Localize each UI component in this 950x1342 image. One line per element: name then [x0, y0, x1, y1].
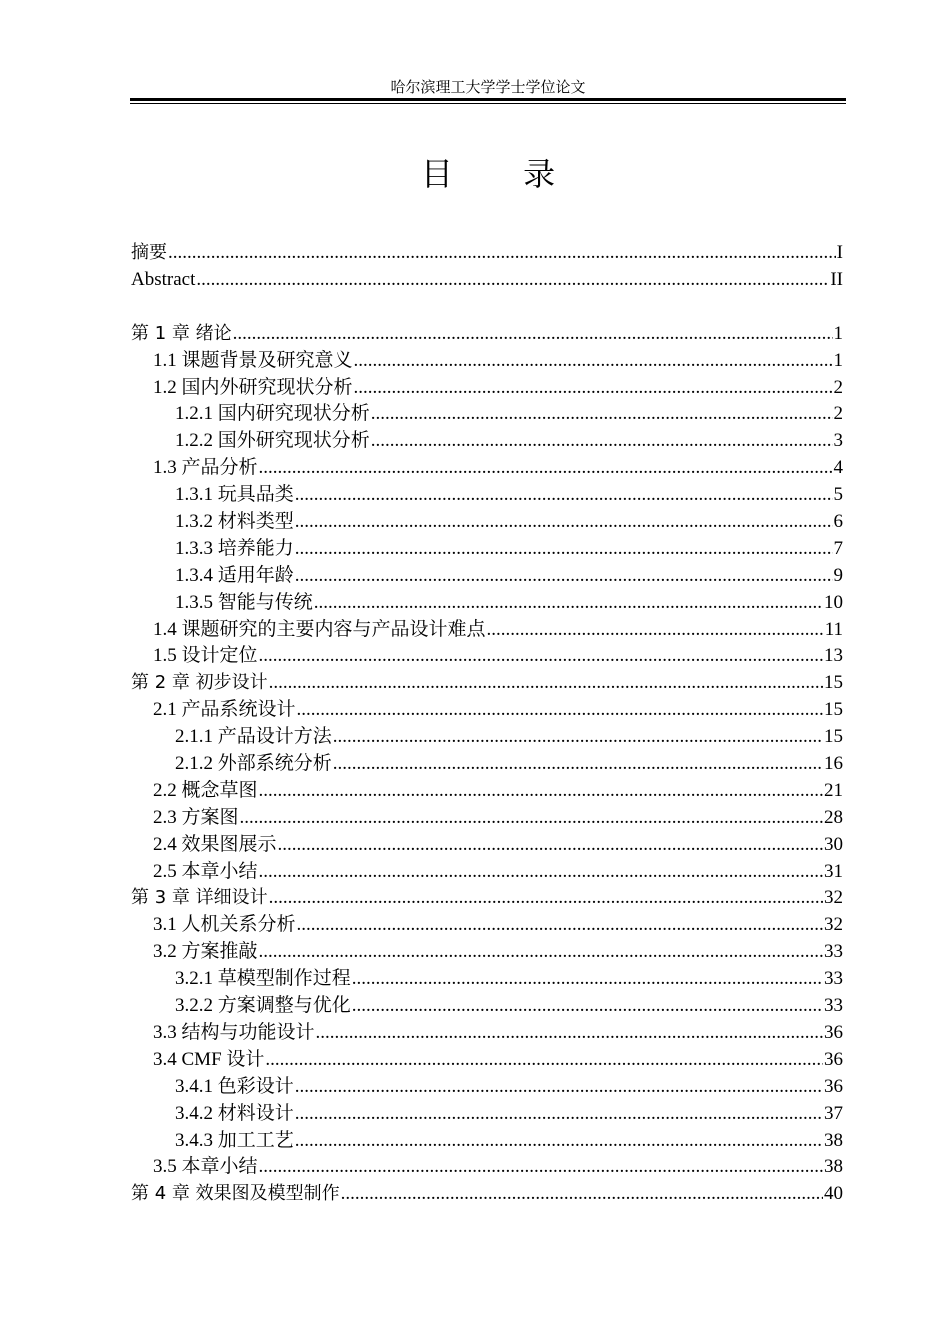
- toc-entry-label: 第 1 章 绪论: [131, 322, 232, 344]
- toc-entry-page: 30: [824, 833, 843, 855]
- toc-entry-label: 第 3 章 详细设计: [131, 887, 268, 909]
- toc-entry-page: 31: [824, 860, 843, 882]
- toc-entry-label: 第 2 章 初步设计: [131, 672, 268, 694]
- toc-entry-label: 3.1 人机关系分析: [153, 914, 296, 936]
- toc-entry-page: 5: [833, 484, 843, 506]
- toc-entry: [131, 428, 843, 455]
- toc-entry-label: 1.2.1 国内研究现状分析: [175, 403, 370, 425]
- toc-leader-dots: [354, 375, 833, 402]
- toc-entry: [131, 993, 843, 1020]
- toc-entry-label: Abstract: [131, 268, 196, 290]
- toc-entry-label: 3.4.2 材料设计: [175, 1102, 294, 1124]
- toc-entry-page: 16: [824, 753, 843, 775]
- toc-entry: [131, 1074, 843, 1101]
- toc-entry-label: 1.5 设计定位: [153, 645, 258, 667]
- toc-leader-dots: [259, 939, 823, 966]
- toc-leader-dots: [371, 428, 833, 455]
- toc-entry-label: 2.4 效果图展示: [153, 833, 277, 855]
- toc-entry-page: 2: [833, 376, 843, 398]
- toc-leader-dots: [265, 1047, 823, 1074]
- toc-entry: [131, 1020, 843, 1047]
- toc-leader-dots: [295, 1128, 823, 1155]
- toc-entry-page: 36: [824, 1021, 843, 1043]
- toc-leader-dots: [297, 697, 823, 724]
- toc-leader-dots: [168, 240, 836, 267]
- toc-entry: [131, 375, 843, 402]
- toc-entry-page: 6: [833, 511, 843, 533]
- toc-entry: [131, 321, 843, 348]
- toc-entry: [131, 670, 843, 697]
- toc-entry-label: 2.3 方案图: [153, 806, 239, 828]
- toc-entry: [131, 1128, 843, 1155]
- toc-leader-dots: [269, 670, 823, 697]
- table-of-contents: [131, 240, 843, 1208]
- toc-entry: [131, 1047, 843, 1074]
- toc-entry: [131, 1181, 843, 1208]
- toc-leader-dots: [487, 617, 824, 644]
- toc-entry: [131, 267, 843, 294]
- toc-entry: [131, 482, 843, 509]
- toc-entry-label: 2.2 概念草图: [153, 779, 258, 801]
- toc-leader-dots: [240, 805, 823, 832]
- toc-entry-page: 15: [824, 672, 843, 694]
- toc-entry-label: 3.4.3 加工工艺: [175, 1129, 294, 1151]
- toc-entry-page: 33: [824, 968, 843, 990]
- toc-leader-dots: [196, 267, 829, 294]
- toc-entry-page: 36: [824, 1048, 843, 1070]
- toc-entry: [131, 1101, 843, 1128]
- toc-entry: [131, 401, 843, 428]
- toc-leader-dots: [269, 885, 823, 912]
- toc-entry-page: 38: [824, 1156, 843, 1178]
- toc-entry-label: 2.1.1 产品设计方法: [175, 726, 332, 748]
- toc-entry: [131, 912, 843, 939]
- toc-entry: [131, 590, 843, 617]
- toc-entry-label: 第 4 章 效果图及模型制作: [131, 1183, 340, 1205]
- toc-leader-dots: [259, 778, 823, 805]
- toc-leader-dots: [278, 832, 823, 859]
- toc-entry-page: 10: [824, 591, 843, 613]
- toc-entry: [131, 536, 843, 563]
- toc-entry: [131, 509, 843, 536]
- toc-leader-dots: [295, 1101, 823, 1128]
- toc-entry: [131, 859, 843, 886]
- toc-entry-label: 2.1 产品系统设计: [153, 699, 296, 721]
- toc-entry-label: 1.3 产品分析: [153, 457, 258, 479]
- toc-entry-page: I: [836, 242, 843, 263]
- toc-entry-label: 3.5 本章小结: [153, 1156, 258, 1178]
- toc-leader-dots: [316, 1020, 823, 1047]
- toc-entry-label: 3.4 CMF 设计: [153, 1048, 265, 1070]
- toc-entry-label: 2.1.2 外部系统分析: [175, 753, 332, 775]
- toc-entry-label: 1.3.2 材料类型: [175, 511, 294, 533]
- toc-entry-page: 2: [833, 403, 843, 425]
- toc-entry: [131, 348, 843, 375]
- toc-entry-page: 37: [824, 1102, 843, 1124]
- toc-entry: [131, 617, 843, 644]
- toc-entry-page: 9: [833, 564, 843, 586]
- toc-entry-page: 36: [824, 1075, 843, 1097]
- toc-entry: [131, 751, 843, 778]
- toc-entry-page: 21: [824, 779, 843, 801]
- toc-entry-label: 1.2 国内外研究现状分析: [153, 376, 353, 398]
- toc-entry-page: 1: [833, 349, 843, 371]
- header-rule-thick: [130, 98, 846, 101]
- toc-entry-label: 1.3.3 培养能力: [175, 537, 294, 559]
- toc-leader-dots: [295, 563, 833, 590]
- toc-entry-label: 3.2.2 方案调整与优化: [175, 995, 351, 1017]
- toc-leader-dots: [333, 751, 823, 778]
- toc-entry-page: 4: [833, 457, 843, 479]
- toc-entry-label: 1.4 课题研究的主要内容与产品设计难点: [153, 618, 486, 640]
- toc-entry-label: 1.3.5 智能与传统: [175, 591, 313, 613]
- toc-entry: [131, 724, 843, 751]
- toc-entry: [131, 697, 843, 724]
- toc-entry-label: 2.5 本章小结: [153, 860, 258, 882]
- running-header: 哈尔滨理工大学学士学位论文: [390, 80, 586, 96]
- toc-leader-dots: [295, 482, 833, 509]
- toc-entry-page: 1: [833, 322, 843, 344]
- toc-entry-label: 1.1 课题背景及研究意义: [153, 349, 353, 371]
- toc-leader-dots: [233, 321, 833, 348]
- toc-entry: [131, 939, 843, 966]
- toc-entry: [131, 1154, 843, 1181]
- toc-leader-dots: [297, 912, 823, 939]
- toc-entry-label: 摘要: [131, 242, 167, 263]
- toc-entry-page: 7: [833, 537, 843, 559]
- toc-leader-dots: [354, 348, 833, 375]
- toc-entry-page: 33: [824, 941, 843, 963]
- toc-entry-page: 3: [833, 430, 843, 452]
- toc-entry-label: 1.3.4 适用年龄: [175, 564, 294, 586]
- toc-entry: [131, 563, 843, 590]
- toc-entry-label: 3.4.1 色彩设计: [175, 1075, 294, 1097]
- toc-leader-dots: [352, 966, 823, 993]
- toc-entry-label: 3.2.1 草模型制作过程: [175, 968, 351, 990]
- toc-entry-page: 33: [824, 995, 843, 1017]
- toc-entry-page: 32: [824, 914, 843, 936]
- toc-leader-dots: [259, 455, 833, 482]
- toc-entry-label: 3.2 方案推敲: [153, 941, 258, 963]
- toc-entry: [131, 778, 843, 805]
- toc-entry: [131, 455, 843, 482]
- toc-entry-page: 11: [824, 618, 843, 640]
- toc-entry-label: 1.3.1 玩具品类: [175, 484, 294, 506]
- toc-leader-dots: [259, 1154, 823, 1181]
- toc-entry: [131, 885, 843, 912]
- toc-leader-dots: [259, 859, 823, 886]
- toc-leader-dots: [295, 509, 833, 536]
- toc-entry-label: 3.3 结构与功能设计: [153, 1021, 315, 1043]
- toc-leader-dots: [314, 590, 823, 617]
- toc-entry: [131, 966, 843, 993]
- toc-entry: [131, 805, 843, 832]
- toc-leader-dots: [333, 724, 823, 751]
- toc-entry-page: 15: [824, 726, 843, 748]
- toc-title: 目 录: [420, 155, 586, 193]
- toc-leader-dots: [295, 1074, 823, 1101]
- toc-entry: [131, 240, 843, 267]
- toc-leader-dots: [371, 401, 833, 428]
- toc-entry-label: 1.2.2 国外研究现状分析: [175, 430, 370, 452]
- toc-entry-page: 28: [824, 806, 843, 828]
- toc-entry-page: 32: [824, 887, 843, 909]
- toc-entry-page: 38: [824, 1129, 843, 1151]
- toc-leader-dots: [352, 993, 823, 1020]
- toc-entry-page: 40: [824, 1183, 843, 1205]
- toc-leader-dots: [259, 643, 823, 670]
- toc-entry-page: II: [830, 268, 843, 290]
- toc-leader-dots: [341, 1181, 823, 1208]
- toc-entry: [131, 643, 843, 670]
- toc-entry-page: 13: [824, 645, 843, 667]
- header-rule-thin: [130, 103, 846, 104]
- toc-leader-dots: [295, 536, 833, 563]
- toc-entry: [131, 832, 843, 859]
- toc-entry-page: 15: [824, 699, 843, 721]
